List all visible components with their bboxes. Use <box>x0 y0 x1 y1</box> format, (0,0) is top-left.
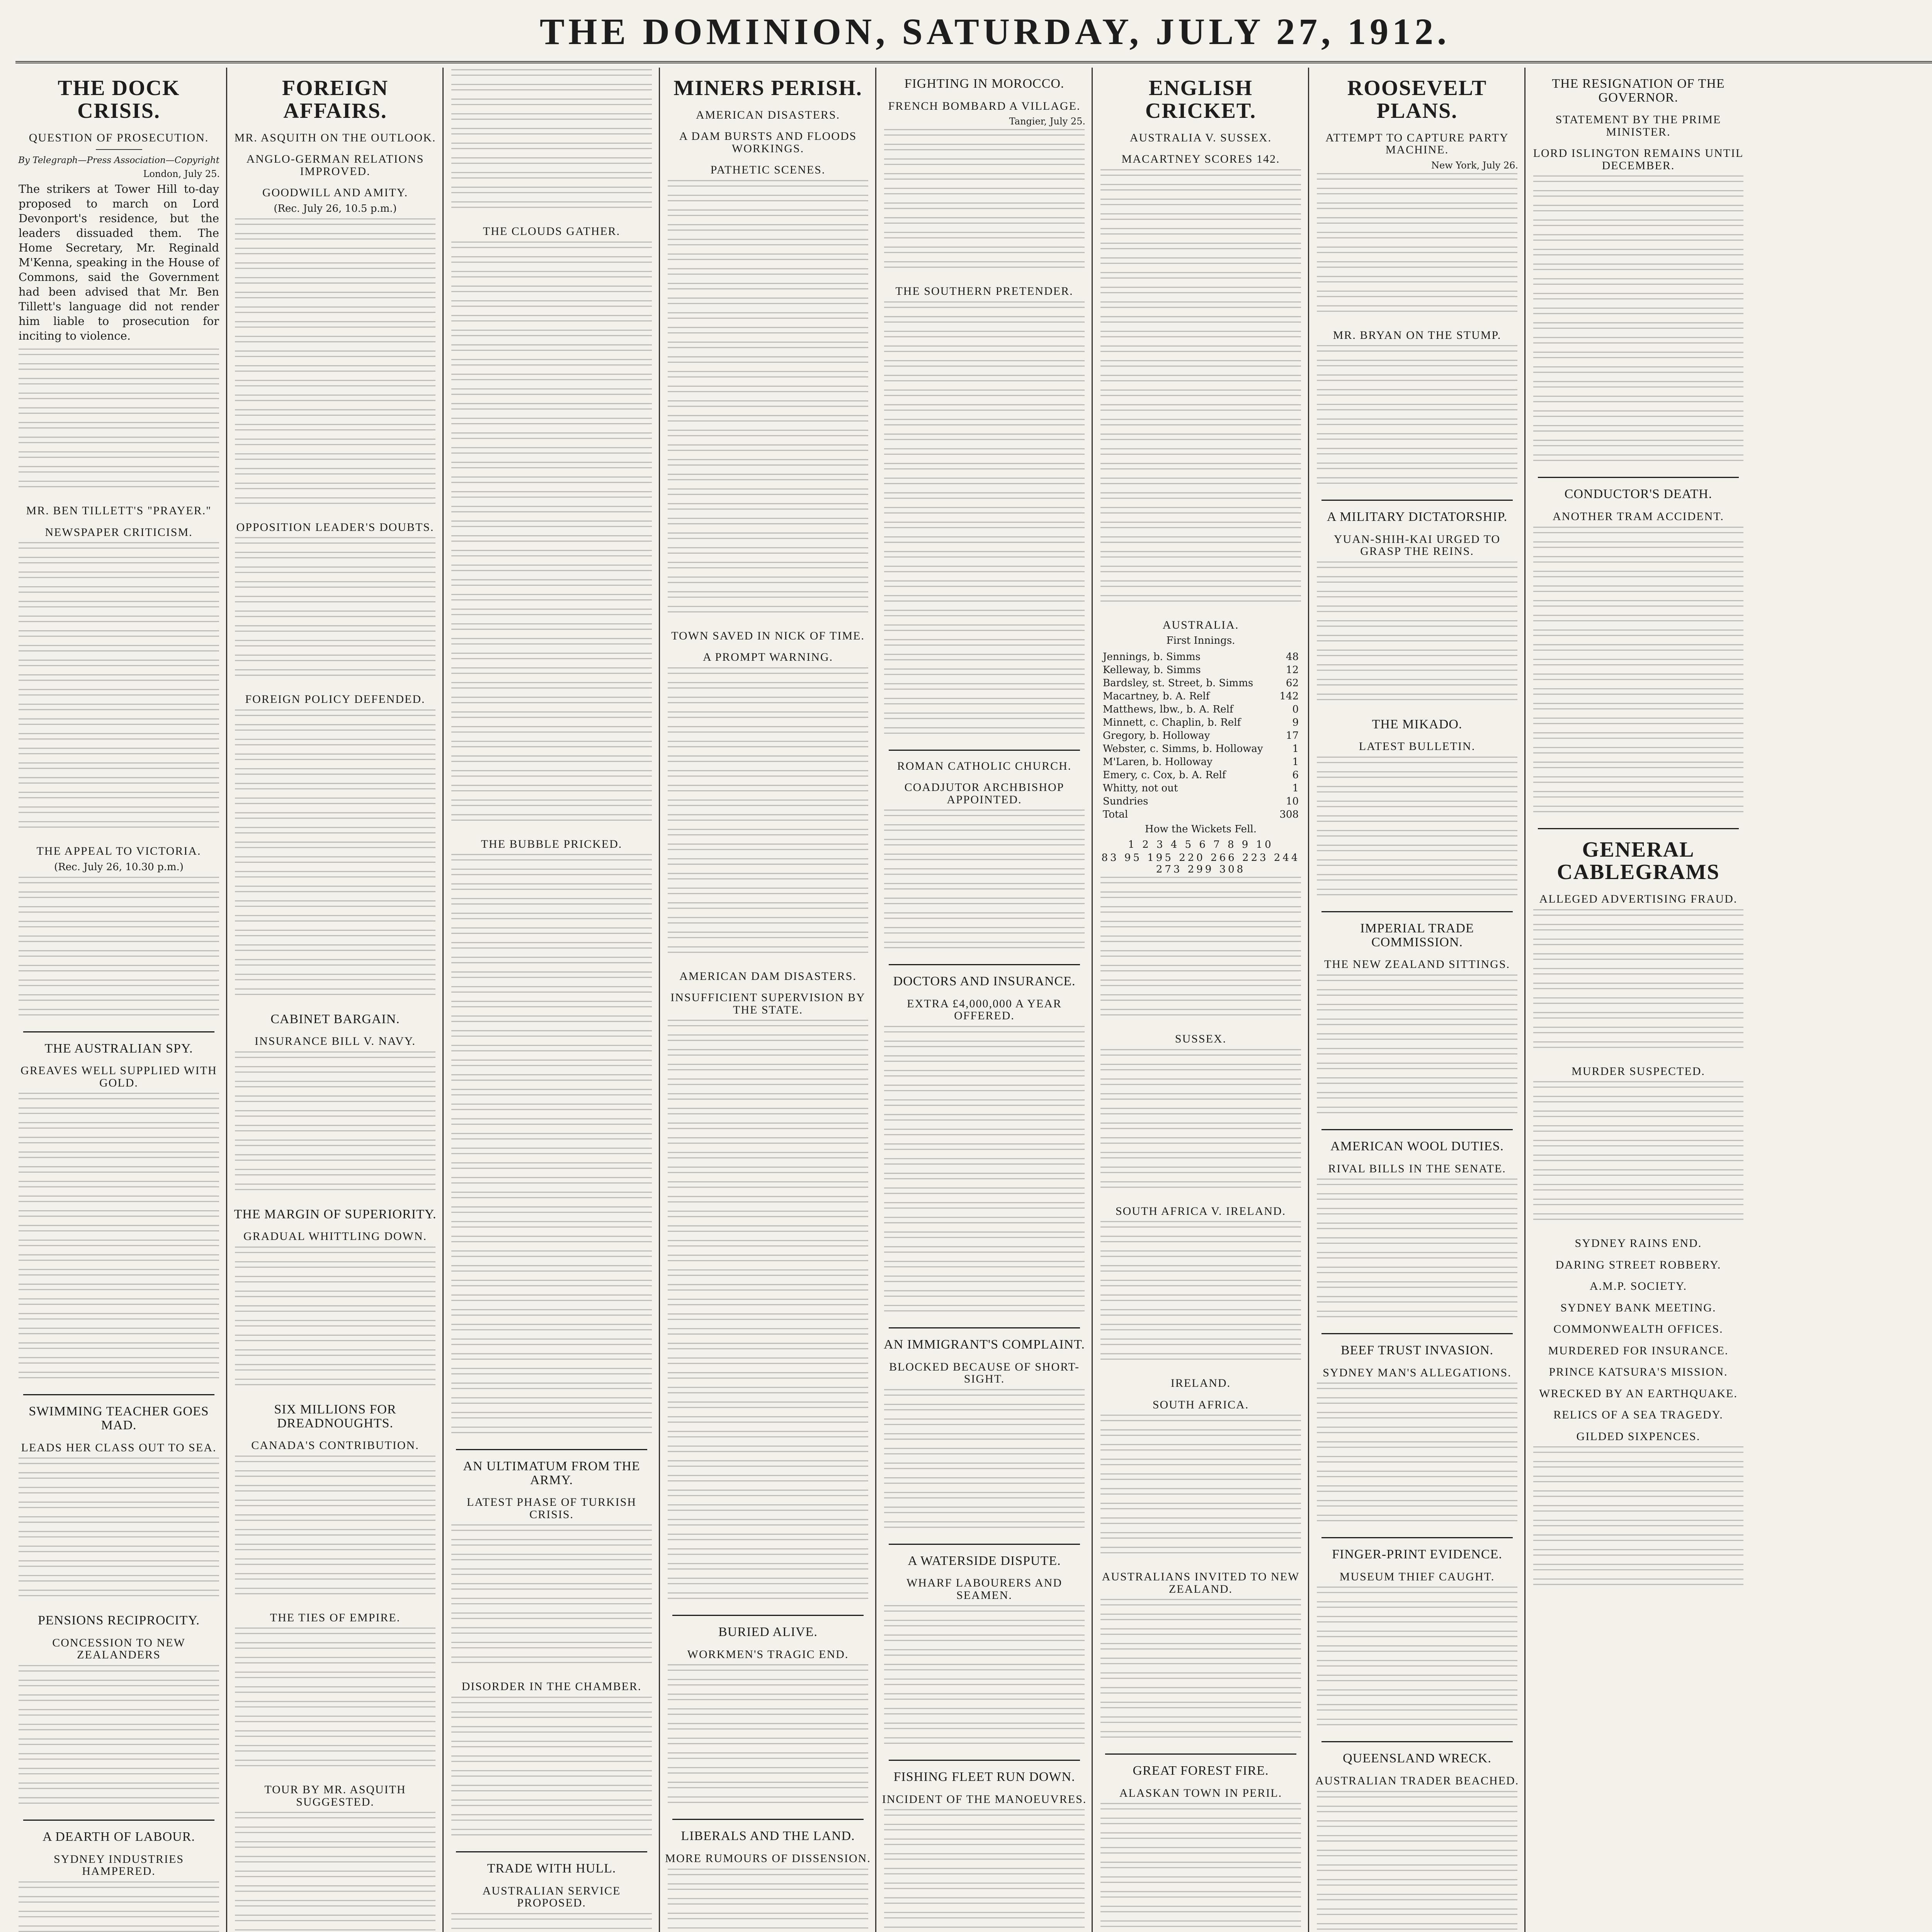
article-text-block <box>235 1628 435 1774</box>
headline-wool: AMERICAN WOOL DUTIES. <box>1330 1139 1504 1153</box>
headline-appeal: THE APPEAL TO VICTORIA. <box>36 845 201 858</box>
subhead-islington: LORD ISLINGTON REMAINS UNTIL DECEMBER. <box>1533 147 1744 172</box>
subhead-wharf: WHARF LABOURERS AND SEAMEN. <box>906 1577 1063 1602</box>
article-text-block <box>1100 169 1301 610</box>
subhead-spy: GREAVES WELL SUPPLIED WITH GOLD. <box>20 1064 217 1089</box>
column-rule <box>226 68 227 1932</box>
scorecard-row <box>1103 650 1299 663</box>
headline-cricket: ENGLISH CRICKET. <box>1145 76 1257 123</box>
batsman: Sundries <box>1103 796 1148 808</box>
column-rule <box>1092 68 1093 1932</box>
article-text-block <box>451 242 652 829</box>
headline-dock-crisis: THE DOCK CRISIS. <box>58 76 180 123</box>
headline-dictatorship: A MILITARY DICTATORSHIP. <box>1327 510 1508 524</box>
column-4 <box>665 68 871 1932</box>
article-text-block <box>1317 345 1517 492</box>
divider <box>889 750 1080 751</box>
column-8 <box>1530 68 1932 1932</box>
subhead-coadjutor: COADJUTOR ARCHBISHOP APPOINTED. <box>904 781 1065 806</box>
headline-conductor: CONDUCTOR'S DEATH. <box>1564 487 1713 502</box>
column-1 <box>15 68 222 1932</box>
scorecard-row <box>1103 716 1299 729</box>
masthead-title: THE DOMINION, SATURDAY, JULY 27, 1912. <box>539 11 1451 52</box>
article-text-block <box>19 542 219 836</box>
subhead-rains: SYDNEY RAINS END. <box>1575 1237 1702 1250</box>
crosshead-foreign-policy: FOREIGN POLICY DEFENDED. <box>245 693 425 706</box>
headline-resignation: THE RESIGNATION OF THE GOVERNOR. <box>1552 77 1725 105</box>
batsman: Total <box>1103 809 1128 821</box>
headline-six-millions: SIX MILLIONS FOR DREADNOUGHTS. <box>274 1402 396 1430</box>
subhead-party-machine: ATTEMPT TO CAPTURE PARTY MACHINE. <box>1325 131 1509 156</box>
article-text-block <box>235 537 435 684</box>
article-text-block <box>451 854 652 1441</box>
article-text-block <box>19 1458 219 1604</box>
scorecard-row <box>1103 690 1299 703</box>
scorecard-title: AUSTRALIA. <box>1162 618 1239 631</box>
article-text-block <box>235 1456 435 1602</box>
divider <box>456 1851 647 1852</box>
headline-margin: THE MARGIN OF SUPERIORITY. <box>234 1207 437 1221</box>
subhead-insurance: MURDERED FOR INSURANCE. <box>1548 1344 1729 1357</box>
headline-beef: BEEF TRUST INVASION. <box>1340 1343 1493 1358</box>
batsman: Emery, c. Cox, b. A. Relf <box>1103 769 1226 781</box>
subhead-commonwealth: COMMONWEALTH OFFICES. <box>1553 1323 1723 1336</box>
divider <box>96 149 142 150</box>
article-text-block <box>1100 877 1301 1024</box>
column-rule <box>1524 68 1526 1932</box>
divider <box>1538 828 1739 829</box>
headline-imperial: IMPERIAL TRADE COMMISSION. <box>1360 921 1474 949</box>
divider <box>1321 911 1513 912</box>
subhead-fraud: ALLEGED ADVERTISING FRAUD. <box>1539 893 1738 906</box>
article-text-block <box>19 1665 219 1812</box>
scorecard-row <box>1103 755 1299 769</box>
runs: 308 <box>1279 809 1299 821</box>
scorecard-row <box>1103 703 1299 716</box>
scorecard-row <box>1103 795 1299 808</box>
batsman: Macartney, b. A. Relf <box>1103 690 1210 702</box>
dateline: New York, July 26. <box>1431 160 1518 171</box>
divider <box>889 1327 1080 1328</box>
article-text-block <box>1533 909 1743 1056</box>
runs: 17 <box>1286 730 1299 742</box>
column-area <box>15 68 1932 1932</box>
subhead-bryan: MR. BRYAN ON THE STUMP. <box>1333 328 1502 342</box>
headline-doctors: DOCTORS AND INSURANCE. <box>893 974 1076 989</box>
headline-fishing: FISHING FLEET RUN DOWN. <box>893 1770 1075 1784</box>
article-body: The strikers at Tower Hill to-day proposed to march on Lord Devonport's residence, but the leaders dissuaded them. The Home Secretary, Mr. Reginald M'Kenna, speaking in the House of Commons, said the Government had been advised that Mr. Ben Tillett's language did not render him liable to prosecution for inciting to violence. <box>19 182 219 343</box>
column-3 <box>448 68 655 1932</box>
article-text-block <box>451 69 652 216</box>
headline-morocco: FIGHTING IN MOROCCO. <box>904 77 1065 91</box>
subhead-labour: SYDNEY INDUSTRIES HAMPERED. <box>53 1852 184 1878</box>
batsman: Minnett, c. Chaplin, b. Relf <box>1103 717 1241 729</box>
crosshead-bubble: THE BUBBLE PRICKED. <box>481 837 622 850</box>
subhead-warning: A PROMPT WARNING. <box>702 651 833 664</box>
article-text-block <box>1100 1415 1301 1561</box>
subhead-bombard: FRENCH BOMBARD A VILLAGE. <box>888 99 1081 112</box>
column-rule <box>659 68 660 1932</box>
subhead-prime-minister: STATEMENT BY THE PRIME MINISTER. <box>1555 113 1721 138</box>
article-text-block <box>1317 173 1517 320</box>
received-date: (Rec. July 26, 10.30 p.m.) <box>54 861 184 873</box>
headline-roosevelt: ROOSEVELT PLANS. <box>1347 76 1487 123</box>
subhead-swimming: LEADS HER CLASS OUT TO SEA. <box>21 1441 217 1454</box>
wire-credit: By Telegraph—Press Association—Copyright <box>18 155 219 166</box>
article-text-block <box>235 1812 435 1932</box>
scorecard <box>1103 650 1299 821</box>
article-text-block <box>19 1093 219 1386</box>
batsman: Gregory, b. Holloway <box>1103 730 1210 742</box>
runs: 0 <box>1292 704 1299 716</box>
headline-miners: MINERS PERISH. <box>673 76 862 100</box>
headline-foreign-affairs: FOREIGN AFFAIRS. <box>282 76 389 123</box>
headline-invited: AUSTRALIANS INVITED TO NEW ZEALAND. <box>1102 1570 1300 1595</box>
divider <box>1105 1753 1296 1755</box>
headline-pensions: PENSIONS RECIPROCITY. <box>37 1613 200 1628</box>
subhead-turkish: LATEST PHASE OF TURKISH CRISIS. <box>466 1496 637 1521</box>
runs: 12 <box>1286 664 1299 676</box>
article-text-block <box>19 349 219 495</box>
subhead-workmen: WORKMEN'S TRAGIC END. <box>687 1648 849 1661</box>
scorecard-row <box>1103 742 1299 755</box>
subhead-cabinet: INSURANCE BILL V. NAVY. <box>255 1035 416 1048</box>
subhead-murder: MURDER SUSPECTED. <box>1571 1065 1705 1078</box>
divider <box>1538 477 1739 478</box>
subhead-sittings: THE NEW ZEALAND SITTINGS. <box>1324 958 1510 971</box>
article-text-block <box>884 129 1085 276</box>
article-text-block <box>1100 1221 1301 1368</box>
article-text-block <box>1317 1179 1517 1325</box>
divider <box>889 1544 1080 1545</box>
article-text-block <box>451 1524 652 1671</box>
subhead-immigrant: BLOCKED BECAUSE OF SHORT-SIGHT. <box>889 1360 1080 1386</box>
article-text-block <box>1317 561 1517 708</box>
article-text-block <box>668 1869 868 1932</box>
runs: 1 <box>1292 743 1299 755</box>
divider <box>1321 1741 1513 1742</box>
fall-of-wickets-numbers: 1 2 3 4 5 6 7 8 9 10 <box>1128 839 1274 851</box>
subhead-robbery: DARING STREET ROBBERY. <box>1555 1258 1721 1271</box>
batsman: Bardsley, st. Street, b. Simms <box>1103 677 1253 689</box>
subhead-tour: TOUR BY MR. ASQUITH SUGGESTED. <box>264 1783 406 1808</box>
subhead-town: TOWN SAVED IN NICK OF TIME. <box>671 629 865 642</box>
article-text-block <box>884 301 1085 742</box>
article-text-block <box>1317 1791 1517 1932</box>
subhead-doctors: EXTRA £4,000,000 A YEAR OFFERED. <box>907 997 1062 1022</box>
article-text-block <box>884 1809 1085 1932</box>
subhead-margin: GRADUAL WHITTLING DOWN. <box>243 1230 427 1243</box>
article-text-block <box>19 877 219 1024</box>
divider <box>672 1615 864 1616</box>
subhead-alaskan: ALASKAN TOWN IN PERIL. <box>1119 1786 1282 1799</box>
scorecard-row <box>1103 677 1299 690</box>
subhead-criticism: NEWSPAPER CRITICISM. <box>45 526 193 539</box>
subhead-goodwill: GOODWILL AND AMITY. <box>262 186 408 199</box>
runs: 6 <box>1292 769 1299 781</box>
subhead-pretender: THE SOUTHERN PRETENDER. <box>895 285 1073 298</box>
column-2 <box>232 68 439 1932</box>
crosshead-disorder: DISORDER IN THE CHAMBER. <box>461 1680 642 1693</box>
subhead-earthquake: WRECKED BY AN EARTHQUAKE. <box>1539 1387 1738 1400</box>
subhead-tram: ANOTHER TRAM ACCIDENT. <box>1553 510 1724 523</box>
headline-liberals: LIBERALS AND THE LAND. <box>681 1829 855 1844</box>
scorecard-row <box>1103 782 1299 795</box>
scorecard-south-africa: SOUTH AFRICA. <box>1152 1398 1249 1411</box>
batsman: Jennings, b. Simms <box>1103 651 1201 663</box>
article-text-block <box>1317 975 1517 1121</box>
runs: 142 <box>1279 690 1299 702</box>
divider <box>1321 1537 1513 1538</box>
subhead-pensions: CONCESSION TO NEW ZEALANDERS <box>52 1636 185 1662</box>
article-text-block <box>884 1026 1085 1320</box>
article-text-block <box>668 1664 868 1811</box>
batsman: Whitty, not out <box>1103 782 1178 794</box>
article-text-block <box>235 218 435 512</box>
subhead-museum: MUSEUM THIEF CAUGHT. <box>1339 1570 1495 1583</box>
article-text-block <box>1317 1383 1517 1529</box>
scorecard-row <box>1103 769 1299 782</box>
divider <box>23 1394 214 1395</box>
headline-spy: THE AUSTRALIAN SPY. <box>44 1041 193 1056</box>
column-8-inner <box>1530 77 1747 1593</box>
article-text-block <box>668 1020 868 1607</box>
masthead <box>15 7 1932 63</box>
scorecard-sussex: SUSSEX. <box>1175 1032 1227 1046</box>
headline-immigrant: AN IMMIGRANT'S COMPLAINT. <box>884 1337 1085 1352</box>
subhead-disasters: AMERICAN DISASTERS. <box>696 108 840 121</box>
subhead-american-dam: AMERICAN DAM DISASTERS. <box>679 969 857 983</box>
headline-finger-print: FINGER-PRINT EVIDENCE. <box>1332 1547 1502 1562</box>
dateline: Tangier, July 25. <box>1009 116 1085 127</box>
runs: 10 <box>1286 796 1299 808</box>
divider <box>889 1760 1080 1761</box>
divider <box>1321 500 1513 501</box>
headline-general-cablegrams: GENERAL CABLEGRAMS <box>1557 837 1720 884</box>
column-6 <box>1097 68 1304 1932</box>
scorecard-row <box>1103 729 1299 742</box>
article-text-block <box>1533 1081 1743 1228</box>
article-text-block <box>668 180 868 621</box>
divider <box>23 1820 214 1821</box>
fall-of-wickets-title: How the Wickets Fell. <box>1145 823 1257 835</box>
article-text-block <box>235 1247 435 1393</box>
headline-labour: A DEARTH OF LABOUR. <box>43 1829 195 1844</box>
article-text-block <box>1317 757 1517 903</box>
dateline: London, July 25. <box>143 168 220 180</box>
article-text-block <box>1317 1587 1517 1733</box>
subhead-sixpences: GILDED SIXPENCES. <box>1576 1430 1701 1443</box>
column-rule <box>875 68 876 1932</box>
subhead-canada: CANADA'S CONTRIBUTION. <box>251 1439 419 1452</box>
headline-wreck: QUEENSLAND WRECK. <box>1343 1751 1492 1766</box>
article-text-block <box>884 810 1085 956</box>
article-text-block <box>1533 175 1743 469</box>
headline-cabinet: CABINET BARGAIN. <box>270 1012 400 1026</box>
subhead-bulletin: LATEST BULLETIN. <box>1359 740 1476 753</box>
subhead-dam: A DAM BURSTS AND FLOODS WORKINGS. <box>679 130 857 155</box>
divider <box>672 1819 864 1820</box>
article-text-block <box>1100 1599 1301 1746</box>
headline-swimming: SWIMMING TEACHER GOES MAD. <box>29 1404 209 1432</box>
runs: 9 <box>1292 717 1299 729</box>
article-text-block <box>1100 1803 1301 1932</box>
subhead-trader: AUSTRALIAN TRADER BEACHED. <box>1315 1774 1519 1787</box>
headline-tillett: MR. BEN TILLETT'S "PRAYER." <box>26 504 212 517</box>
subhead-allegations: SYDNEY MAN'S ALLEGATIONS. <box>1323 1366 1512 1379</box>
subhead-sussex: AUSTRALIA V. SUSSEX. <box>1129 131 1272 144</box>
subhead-amp: A.M.P. SOCIETY. <box>1590 1280 1687 1293</box>
headline-hull: TRADE WITH HULL. <box>487 1861 616 1876</box>
runs: 1 <box>1292 782 1299 794</box>
subhead-dissension: MORE RUMOURS OF DISSENSION. <box>665 1852 871 1865</box>
headline-forest-fire: GREAT FOREST FIRE. <box>1133 1764 1269 1778</box>
scorecard-subtitle: First Innings. <box>1166 635 1235 647</box>
article-text-block <box>235 1051 435 1198</box>
runs: 62 <box>1286 677 1299 689</box>
crosshead-opposition: OPPOSITION LEADER'S DOUBTS. <box>236 520 434 534</box>
article-text-block <box>19 1881 219 1932</box>
subhead-pathetic: PATHETIC SCENES. <box>710 163 826 177</box>
divider <box>1321 1129 1513 1130</box>
headline-buried: BURIED ALIVE. <box>718 1625 818 1639</box>
subhead-supervision: INSUFFICIENT SUPERVISION BY THE STATE. <box>670 991 866 1016</box>
subhead-relations: ANGLO-GERMAN RELATIONS IMPROVED. <box>246 153 424 178</box>
subhead-katsura: PRINCE KATSURA'S MISSION. <box>1549 1366 1728 1379</box>
subhead-hull: AUSTRALIAN SERVICE PROPOSED. <box>482 1884 621 1910</box>
subhead-bank: SYDNEY BANK MEETING. <box>1560 1301 1716 1314</box>
scorecard-row <box>1103 663 1299 677</box>
article-text-block <box>1533 1446 1743 1593</box>
subhead-outlook: MR. ASQUITH ON THE OUTLOOK. <box>234 131 436 144</box>
batsman: Kelleway, b. Simms <box>1103 664 1201 676</box>
scorecard-ireland: IRELAND. <box>1170 1377 1231 1390</box>
headline-south-africa-ireland: SOUTH AFRICA V. IRELAND. <box>1115 1204 1286 1218</box>
subhead-prosecution: QUESTION OF PROSECUTION. <box>29 131 209 144</box>
headline-mikado: THE MIKADO. <box>1372 717 1463 731</box>
subhead-macartney: MACARTNEY SCORES 142. <box>1121 153 1280 166</box>
subhead-manoeuvres: INCIDENT OF THE MANOEUVRES. <box>882 1793 1087 1806</box>
headline-roman: ROMAN CATHOLIC CHURCH. <box>897 759 1072 772</box>
article-text-block <box>1100 1049 1301 1196</box>
runs: 1 <box>1292 756 1299 768</box>
article-text-block <box>451 1913 652 1932</box>
subhead-yuan: YUAN-SHIH-KAI URGED TO GRASP THE REINS. <box>1333 532 1501 558</box>
divider <box>23 1031 214 1032</box>
batsman: Matthews, lbw., b. A. Relf <box>1103 704 1233 716</box>
headline-waterside: A WATERSIDE DISPUTE. <box>908 1553 1061 1568</box>
column-5 <box>881 68 1088 1932</box>
runs: 48 <box>1286 651 1299 663</box>
article-text-block <box>235 709 435 1003</box>
batsman: M'Laren, b. Holloway <box>1103 756 1213 768</box>
column-rule <box>1308 68 1309 1932</box>
fall-of-wickets-runs: 83 95 195 220 266 223 244 273 299 308 <box>1101 852 1300 876</box>
article-text-block <box>451 1697 652 1844</box>
subhead-relics: RELICS OF A SEA TRAGEDY. <box>1553 1408 1723 1422</box>
article-text-block <box>884 1389 1085 1536</box>
crosshead-clouds: THE CLOUDS GATHER. <box>483 225 621 238</box>
divider <box>889 964 1080 965</box>
subhead-senate: RIVAL BILLS IN THE SENATE. <box>1328 1162 1506 1175</box>
received-date: (Rec. July 26, 10.5 p.m.) <box>274 202 397 214</box>
subhead-ties: THE TIES OF EMPIRE. <box>270 1611 401 1624</box>
article-text-block <box>884 1605 1085 1752</box>
scorecard-row <box>1103 808 1299 821</box>
column-7 <box>1314 68 1520 1932</box>
divider <box>456 1449 647 1450</box>
article-text-block <box>1533 527 1743 820</box>
divider <box>1321 1333 1513 1334</box>
column-rule <box>442 68 444 1932</box>
article-text-block <box>668 667 868 961</box>
headline-ultimatum: AN ULTIMATUM FROM THE ARMY. <box>463 1459 640 1487</box>
batsman: Webster, c. Simms, b. Holloway <box>1103 743 1263 755</box>
